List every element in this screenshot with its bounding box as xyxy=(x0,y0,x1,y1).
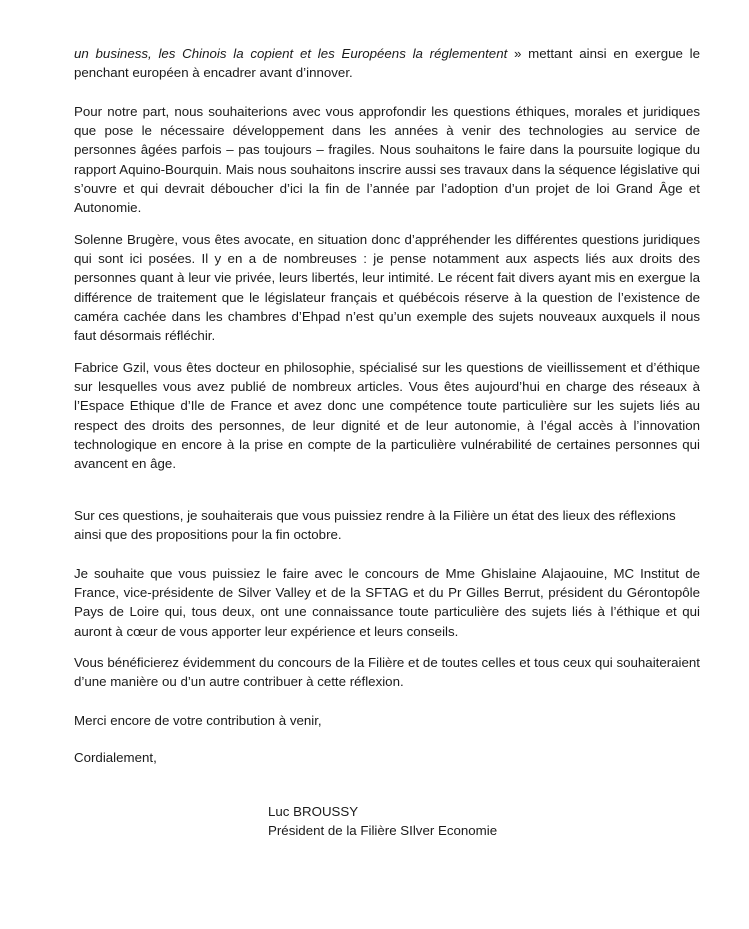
quote-continuation: » mettant ainsi en exergue le penchant européen à encadrer avant d’innover. xyxy=(74,46,700,81)
paragraph-purpose: Pour notre part, nous souhaiterions avec vous approfondir les questions éthiques, morales et juridiques que pose le nécessaire développement dans les années à venir des technologies au service de personnes âgées parfois – pas toujours – fragiles. Nous souhaitons le faire dans la poursuite logique du rapport Aquino-Bourquin. Mais nous souhaitons inscrire aussi ses travaux dans la séquence législative qui s’ouvre et qui devrait déboucher d’ici la fin de l’année par l’adoption d’un projet de loi Grand Âge et Autonomie. xyxy=(74,104,700,216)
paragraph-solenne-brugere: Solenne Brugère, vous êtes avocate, en situation donc d’appréhender les différentes questions juridiques qui sont ici posées. Il y en a de nombreuses : je pense notamment aux aspects liés aux droits des personnes quant à leur vie privée, leurs libertés, leur intimité. Le récent fait divers ayant mis en exergue la différence de traitement que le législateur français et québécois réserve à la question de l’existence de caméra cachée dans les chambres d’Ehpad n’est qu’un exemple des sujets nouveaux auxquels il nous faut désormais réfléchir. xyxy=(74,232,700,344)
paragraph-support: Vous bénéficierez évidemment du concours de la Filière et de toutes celles et tous ceux qui souhaiteraient d’une manière ou d’un autre contribuer à cette réflexion. xyxy=(74,655,700,690)
paragraph-thanks: Merci encore de votre contribution à venir, xyxy=(74,713,322,728)
paragraph-intro-quote xyxy=(74,44,700,82)
paragraph-fabrice-gzil: Fabrice Gzil, vous êtes docteur en philosophie, spécialisé sur les questions de vieillissement et d’éthique sur lesquelles vous avez publié de nombreux articles. Vous êtes aujourd’hui en charge des réseaux à l’Espace Ethique d’Ile de France et avez donc une compétence toute particulière sur les sujets liés au respect des droits des personnes, de leur dignité et de leur autonomie, à l’égal accès à l’innovation technologique en encore à la prise en compte de la particulière vulnérabilité de certaines personnes qui avancent en âge. xyxy=(74,360,700,472)
signatory-name: Luc BROUSSY xyxy=(268,804,359,819)
signatory-title: Président de la Filière SIlver Economie xyxy=(268,823,498,839)
closing-salutation: Cordialement, xyxy=(74,750,157,765)
paragraph-request: Sur ces questions, je souhaiterais que vous puissiez rendre à la Filière un état des lieux des réflexions ainsi que des propositions pour la fin octobre. xyxy=(74,508,676,543)
paragraph-collaborators: Je souhaite que vous puissiez le faire avec le concours de Mme Ghislaine Alajaouine, MC Institut de France, vice-présidente de Silver Valley et de la SFTAG et du Pr Gilles Berrut, président du Gérontopôle Pays de Loire qui, tous deux, ont une connaissance toute particulière des sujets liés à l’éthique et qui auront à cœur de vous apporter leur expérience et leurs conseils. xyxy=(74,566,700,639)
signature-block xyxy=(268,802,497,840)
quote-italic: un business, les Chinois la copient et les Européens la réglementent xyxy=(74,46,508,61)
